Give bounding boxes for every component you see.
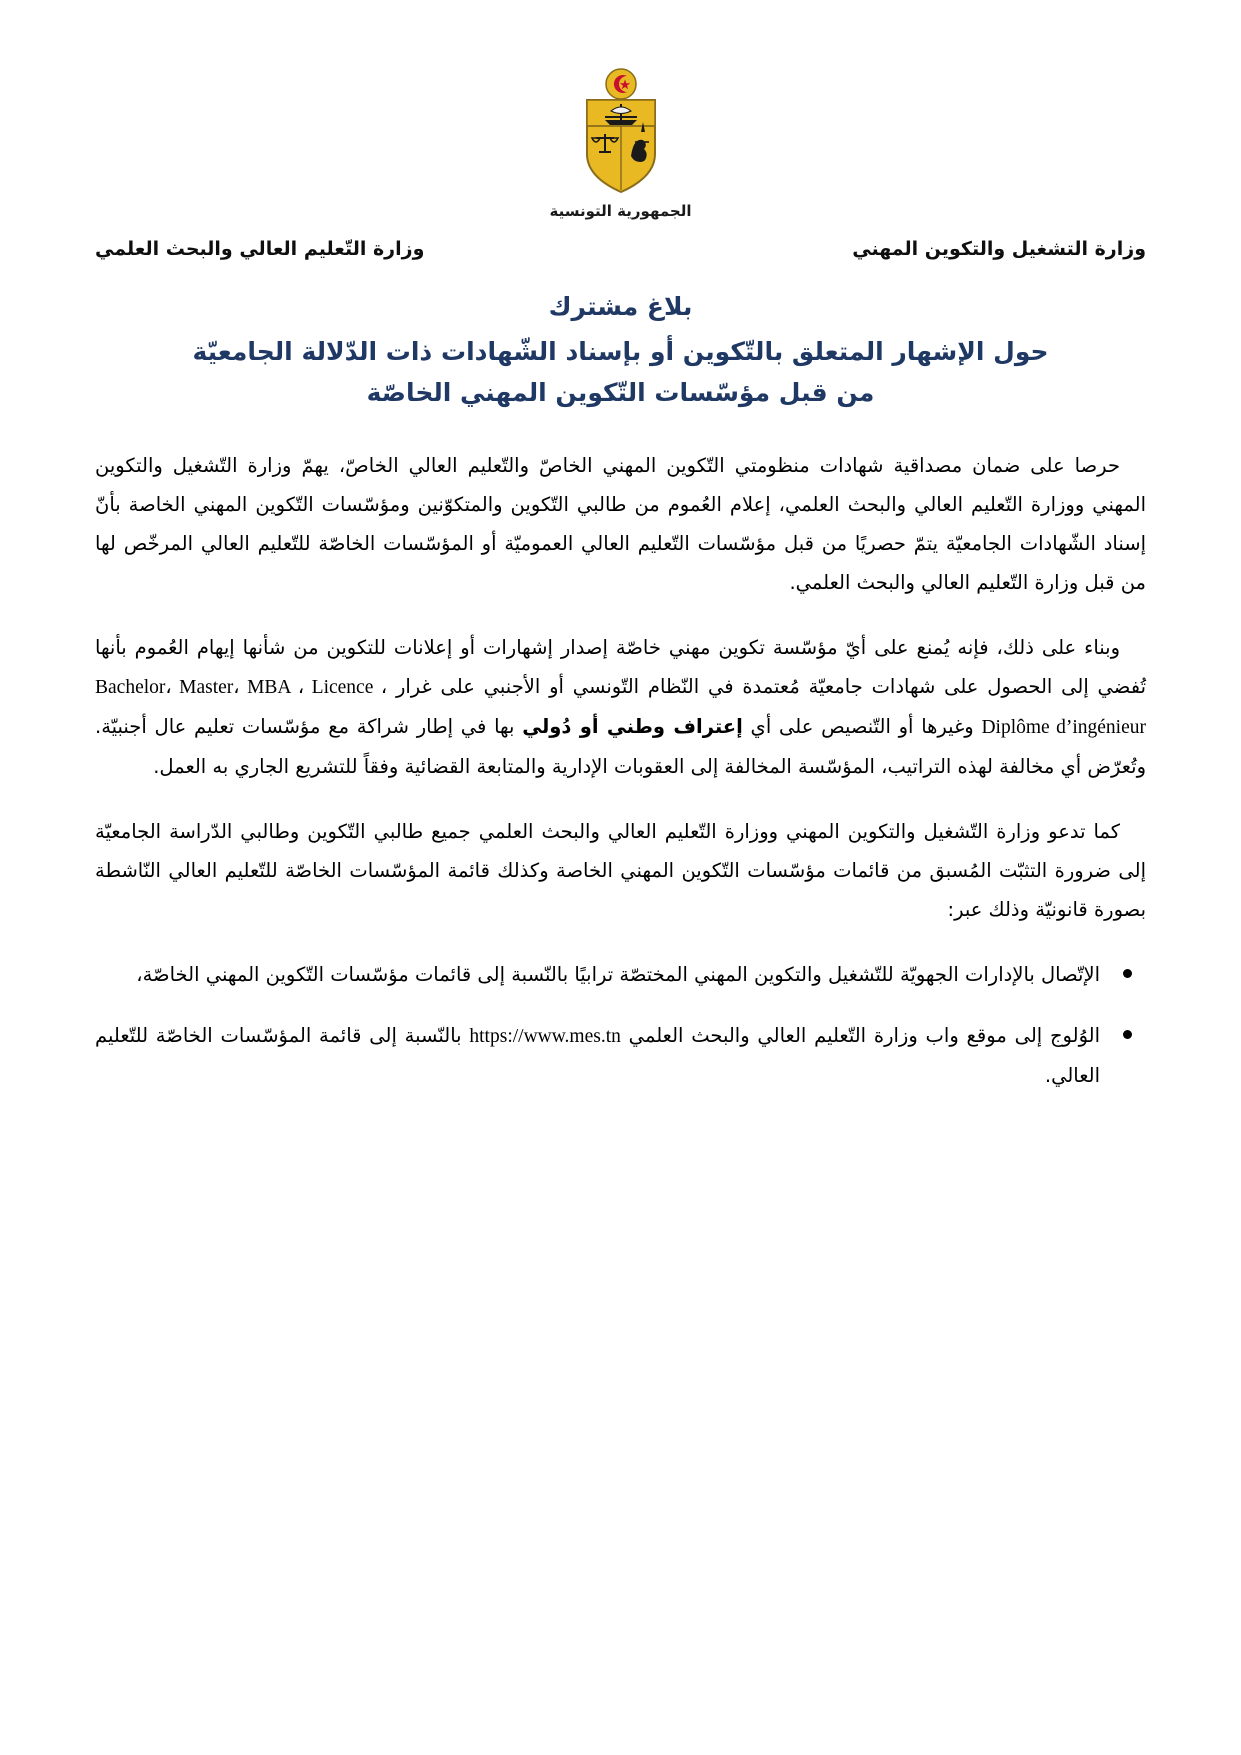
title-line-1: بلاغ مشترك bbox=[548, 292, 693, 321]
document-title bbox=[95, 288, 1146, 412]
emblem-block bbox=[95, 68, 1146, 220]
bullet-2-suffix: بالنّسبة إلى قائمة المؤسّسات الخاصّة للتّعليم العالي. bbox=[95, 1024, 1100, 1088]
paragraph-2-part-1: وبناء على ذلك، فإنه يُمنع على أيّ مؤسّسة تكوين مهني خاصّة إصدار إشهارات أو إعلانات للتكوين من شأنها إيهام العُموم بأنها تُفضي إلى الحصول على شهادات جامعيّة مُعتمدة في النّظام التّونسي أو الأجنبي على غرار bbox=[95, 636, 1146, 699]
title-line-2: حول الإشهار المتعلق بالتّكوين أو بإسناد الشّهادات ذات الدّلالة الجامعيّة bbox=[192, 336, 1049, 366]
bullet-1-text: الإتّصال بالإدارات الجهويّة للتّشغيل والتكوين المهني المختصّة ترابيًا بالنّسبة إلى قائمات مؤسّسات التّكوين المهني الخاصّة، bbox=[136, 963, 1100, 987]
paragraph-1: حرصا على ضمان مصداقية شهادات منظومتي التّكوين المهني الخاصّ والتّعليم العالي الخاصّ، يهمّ وزارة التّشغيل والتكوين المهني ووزارة التّعليم العالي والبحث العلمي، إعلام العُموم من طالبي التّكوين والمتكوّنين ومؤسّسات التّكوين المهني الخاصة بأنّ إسناد الشّهادات الجامعيّة يتمّ حصريًا من قبل مؤسّسات التّعليم العالي العموميّة أو المؤسّسات الخاصّة للتّعليم العالي المرخّص لها من قبل وزارة التّعليم العالي والبحث العلمي. bbox=[95, 454, 1146, 595]
degree-names-latin: Bachelor، Master، MBA ، Licence ، Diplôme d’ingénieur bbox=[95, 677, 1146, 739]
paragraph-2-part-3: بها في إطار شراكة مع مؤسّسات تعليم عال أجنبيّة. وتُعرّض أي مخالفة لهذه التراتيب، المؤسّسة المخالفة إلى العقوبات الإدارية والمتابعة القضائية وفقاً للتشريع الجاري به العمل. bbox=[95, 715, 1146, 779]
paragraph-2 bbox=[95, 628, 1146, 786]
document-body bbox=[95, 446, 1146, 1095]
paragraph-2-part-2: وغيرها أو التّنصيص على أي bbox=[742, 715, 982, 739]
paragraph-2-bold-recognition: إعتراف وطني أو دُولي bbox=[522, 715, 743, 739]
ministry-employment-label: وزارة التشغيل والتكوين المهني bbox=[852, 238, 1146, 260]
list-item bbox=[95, 1016, 1146, 1095]
ministries-row bbox=[95, 238, 1146, 260]
list-item bbox=[95, 955, 1146, 994]
mes-website-link[interactable]: https://www.mes.tn bbox=[469, 1026, 621, 1048]
ministry-higher-education-label: وزارة التّعليم العالي والبحث العلمي bbox=[95, 238, 425, 260]
title-line-3: من قبل مؤسّسات التّكوين المهني الخاصّة bbox=[366, 377, 875, 407]
bullet-2-prefix: الوُلوج إلى موقع واب وزارة التّعليم العالي والبحث العلمي bbox=[620, 1024, 1101, 1048]
tunisian-national-emblem-icon bbox=[575, 68, 667, 196]
republic-caption: الجمهورية التونسية bbox=[549, 202, 692, 220]
verification-channels-list bbox=[95, 955, 1146, 1095]
bullet-dot-icon bbox=[1123, 1030, 1132, 1039]
paragraph-3: كما تدعو وزارة التّشغيل والتكوين المهني ووزارة التّعليم العالي والبحث العلمي جميع طالبي التّكوين وطالبي الدّراسة الجامعيّة إلى ضرورة التثبّت المُسبق من قائمات مؤسّسات التّكوين المهني الخاصة وكذلك قائمة المؤسّسات الخاصّة للتّعليم العالي النّاشطة بصورة قانونيّة وذلك عبر: bbox=[95, 820, 1146, 922]
bullet-dot-icon bbox=[1123, 969, 1132, 978]
